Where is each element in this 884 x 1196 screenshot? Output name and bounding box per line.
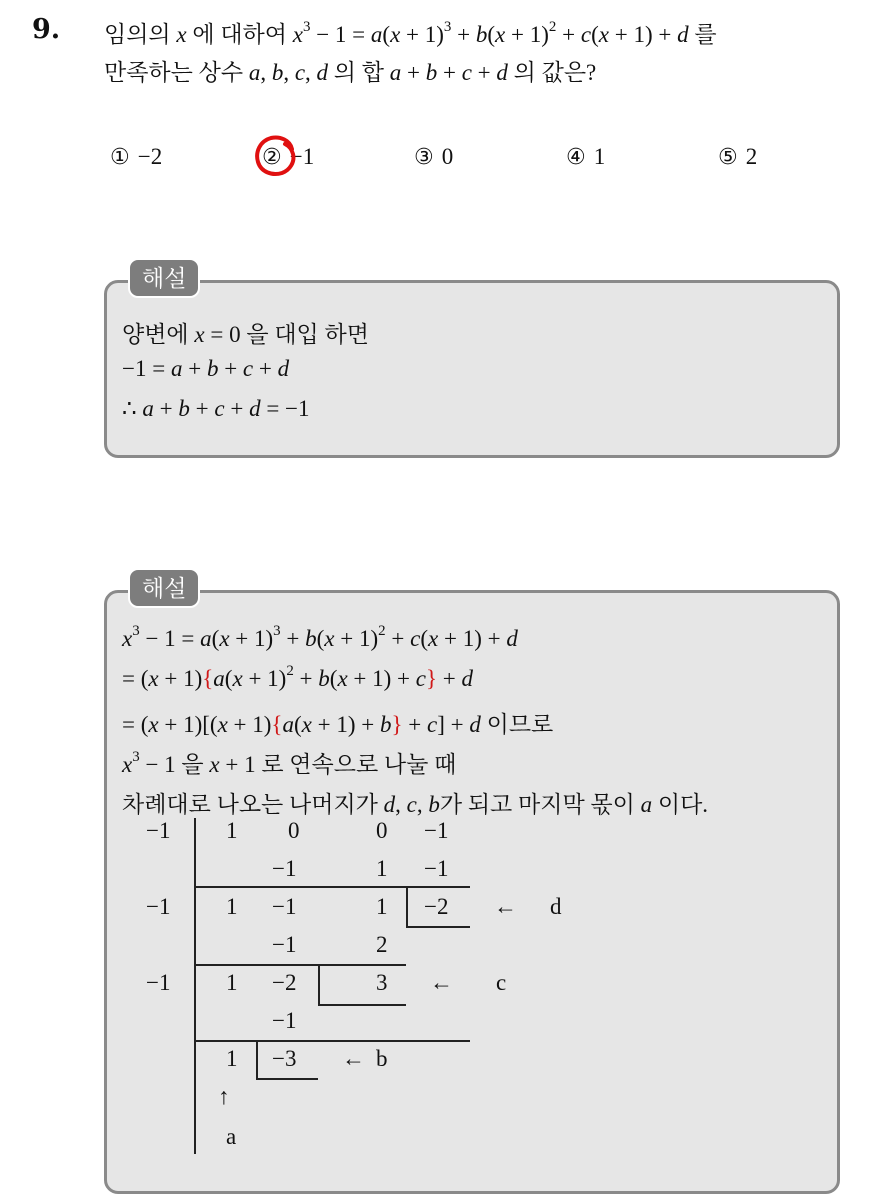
- remainder-label: c: [496, 970, 507, 995]
- product-cell: −1: [272, 856, 297, 881]
- choice-1[interactable]: [110, 144, 162, 170]
- question-number: 9.: [32, 14, 61, 45]
- divisor: −1: [146, 970, 171, 995]
- coef-cell: 0: [376, 818, 388, 843]
- remainder-box-line: [318, 1004, 406, 1006]
- solution2-line-5: 차례대로 나오는 나머지가 d, c, b가 되고 마지막 몫이 a 이다.: [122, 792, 709, 817]
- product-cell: 1: [376, 856, 388, 881]
- choice-value: −1: [289, 144, 315, 169]
- product-cell: −1: [272, 932, 297, 957]
- solution2-line-1: $x^3 - 1 = a(x + 1)^3 + b(x + 1)^2 + c(x + 1) + d$: [122, 623, 518, 651]
- result-cell: −1: [272, 894, 297, 919]
- remainder-box-line: [406, 926, 470, 928]
- remainder-box-line: [256, 1078, 318, 1080]
- product-cell: −1: [272, 1008, 297, 1033]
- coef-cell: −1: [424, 818, 449, 843]
- choice-3[interactable]: [414, 144, 453, 170]
- result-cell: 1: [226, 970, 238, 995]
- choice-5[interactable]: [718, 144, 757, 170]
- choice-value: 2: [745, 144, 758, 169]
- up-arrow: ↑: [218, 1084, 230, 1109]
- choice-mark: ④: [566, 145, 586, 170]
- left-arrow: ←: [430, 970, 453, 995]
- result-cell: 1: [226, 894, 238, 919]
- left-arrow: ←: [342, 1046, 365, 1071]
- choice-value: 0: [441, 144, 454, 169]
- solution2-line-4: $x^3 - 1$ 을 x + 1 로 연속으로 나눌 때: [122, 749, 457, 777]
- result-cell: −2: [272, 970, 297, 995]
- division-horizontal-line: [194, 886, 470, 888]
- result-cell: 1: [376, 894, 388, 919]
- left-arrow: ←: [494, 894, 517, 919]
- question-text-line-2: 만족하는 상수 a, b, c, d 의 합 a + b + c + d 의 값은?: [104, 60, 597, 85]
- choice-value: −2: [137, 144, 163, 169]
- remainder-cell: 3: [376, 970, 388, 995]
- quotient-label: a: [226, 1124, 237, 1149]
- solution2-line-2: = $(x + 1)\{a(x + 1)^2 + b(x + 1) + c\} + d$: [122, 663, 474, 691]
- quotient-cell: 1: [226, 1046, 238, 1071]
- solution2-line-3: = (x + 1)[(x + 1){a(x + 1) + b} + c] + d 이므로: [122, 712, 554, 737]
- division-horizontal-line: [194, 964, 406, 966]
- division-vertical-line: [194, 818, 196, 1154]
- product-cell: 2: [376, 932, 388, 957]
- remainder-box-line: [406, 888, 408, 928]
- choice-4[interactable]: [566, 144, 605, 170]
- choice-value: 1: [593, 144, 606, 169]
- choice-mark: ⑤: [718, 145, 738, 170]
- choice-mark: ①: [110, 145, 130, 170]
- division-horizontal-line: [194, 1040, 470, 1042]
- choice-mark: ②: [262, 145, 282, 170]
- solution-tag-2: 해설: [128, 568, 200, 608]
- solution-tag-1: 해설: [128, 258, 200, 298]
- coef-cell: 1: [226, 818, 238, 843]
- remainder-cell: −3: [272, 1046, 297, 1071]
- remainder-box-line: [256, 1042, 258, 1080]
- product-cell: −1: [424, 856, 449, 881]
- solution1-line-3: ∴ a + b + c + d = −1: [122, 396, 310, 421]
- question-text-line-1: 임의의 x 에 대하여 $x^3 - 1 = a(x + 1)^3 + b(x + 1)^2 + c(x + 1) + d$ 를: [104, 19, 717, 47]
- remainder-box-line: [318, 966, 320, 1006]
- remainder-label: d: [550, 894, 562, 919]
- remainder-cell: −2: [424, 894, 449, 919]
- divisor: −1: [146, 894, 171, 919]
- divisor: −1: [146, 818, 171, 843]
- answer-circle-mark: [252, 134, 298, 178]
- solution1-line-1: 양변에 x = 0 을 대입 하면: [122, 322, 369, 347]
- choice-mark: ③: [414, 145, 434, 170]
- coef-cell: 0: [288, 818, 300, 843]
- remainder-label: b: [376, 1046, 388, 1071]
- solution1-line-2: −1 = a + b + c + d: [122, 356, 290, 381]
